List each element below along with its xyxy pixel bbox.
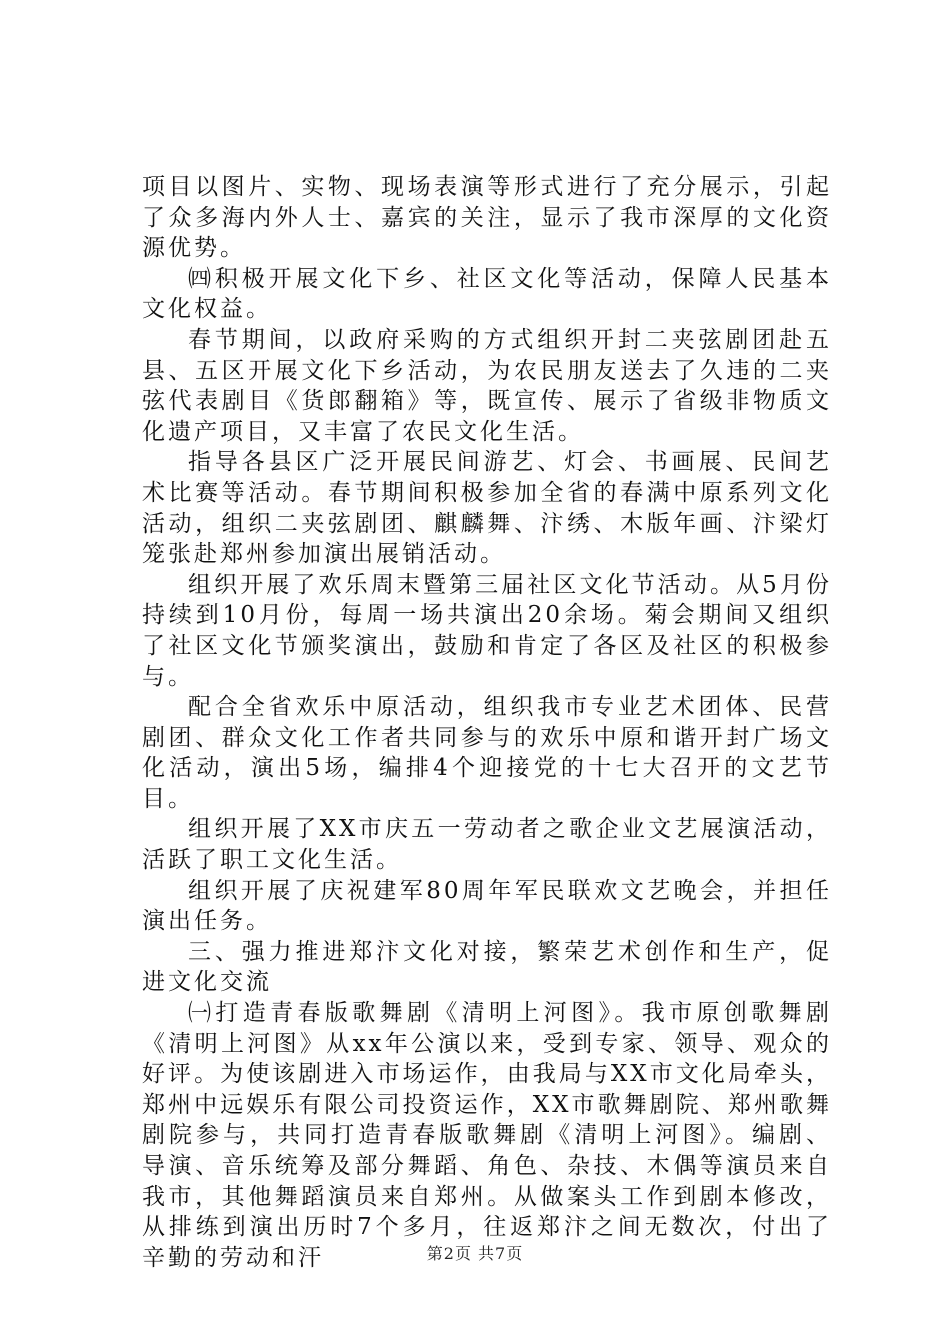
paragraph-may-day: 组织开展了XX市庆五一劳动者之歌企业文艺展演活动，活跃了职工文化生活。 bbox=[142, 816, 832, 874]
paragraph-happy-central-plains: 配合全省欢乐中原活动，组织我市专业艺术团体、民营剧团、群众文化工作者共同参与的欢乐中原和谐开封广场文化活动，演出5场，编排4个迎接党的十七大召开的文艺节目。 bbox=[142, 694, 832, 812]
paragraph-community-festival: 组织开展了欢乐周末暨第三届社区文化节活动。从5月份持续到10月份，每周一场共演出20余场。菊会期间又组织了社区文化节颁奖演出，鼓励和肯定了各区及社区的积极参与。 bbox=[142, 571, 832, 690]
page-number-footer: 第2页 共7页 bbox=[426, 1244, 524, 1263]
section-3-heading: 三、强力推进郑汴文化对接，繁荣艺术创作和生产，促进文化交流 bbox=[142, 938, 832, 996]
paragraph-county-activities: 指导各县区广泛开展民间游艺、灯会、书画展、民间艺术比赛等活动。春节期间积极参加全省的春满中原系列文化活动，组织二夹弦剧团、麒麟舞、汴绣、木版年画、汴梁灯笼张赴郑州参加演出展销活动。 bbox=[142, 449, 832, 568]
paragraph-army-day: 组织开展了庆祝建军80周年军民联欢文艺晚会，并担任演出任务。 bbox=[142, 877, 832, 935]
paragraph-continued: 项目以图片、实物、现场表演等形式进行了充分展示，引起了众多海内外人士、嘉宾的关注，显示了我市深厚的文化资源优势。 bbox=[142, 174, 832, 262]
paragraph-section-4-heading: ㈣积极开展文化下乡、社区文化等活动，保障人民基本文化权益。 bbox=[142, 265, 832, 323]
paragraph-spring-festival: 春节期间，以政府采购的方式组织开封二夹弦剧团赴五县、五区开展文化下乡活动，为农民朋友送去了久违的二夹弦代表剧目《货郎翻箱》等，既宣传、展示了省级非物质文化遗产项目，又丰富了农民文化生活。 bbox=[142, 326, 832, 445]
paragraph-qingming-drama: ㈠打造青春版歌舞剧《清明上河图》。我市原创歌舞剧《清明上河图》从xx年公演以来，受到专家、领导、观众的好评。为使该剧进入市场运作，由我局与XX市文化局牵头，郑州中远娱乐有限公司投资运作，XX市歌舞剧院、郑州歌舞剧院参与，共同打造青春版歌舞剧《清明上河图》。编剧、导演、音乐统筹及部分舞蹈、角色、杂技、木偶等演员来自我市，其他舞蹈演员来自郑州。从做案头工作到剧本修改，从排练到演出历时7个多月，往返郑汴之间无数次，付出了辛勤的劳动和汗 bbox=[142, 1000, 832, 1271]
document-body bbox=[142, 172, 832, 1273]
